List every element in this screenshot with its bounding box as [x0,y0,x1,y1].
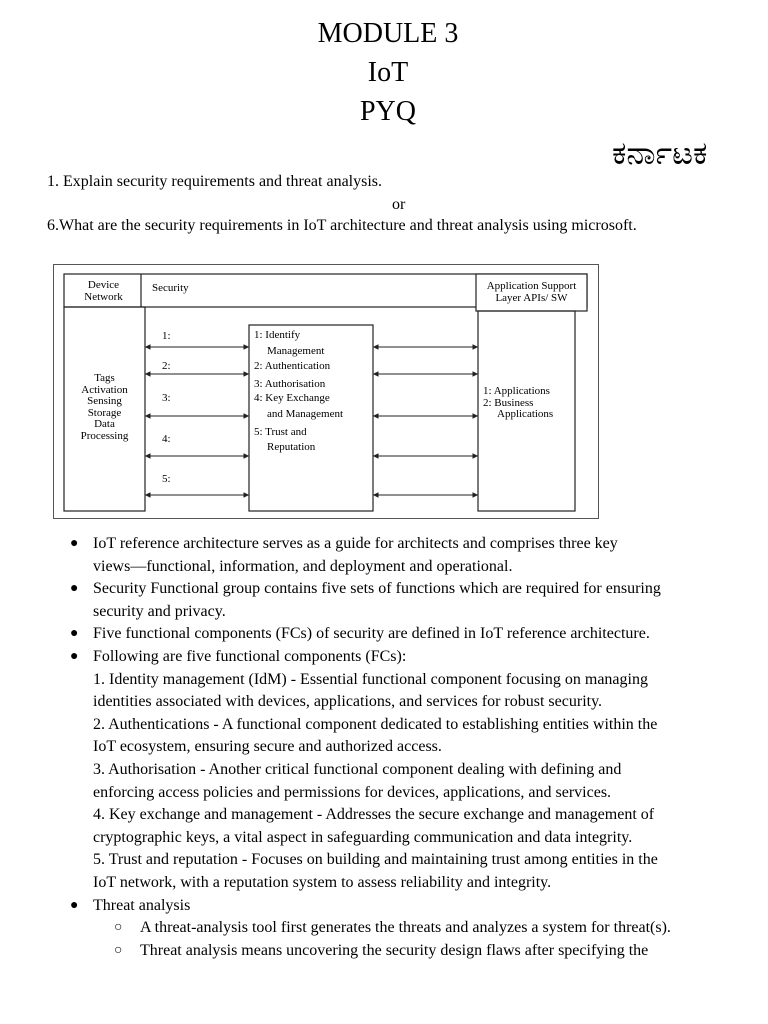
arrowhead-icon [244,493,248,497]
body-line: 1. Identity management (IdM) - Essential functional component focusing on managing [93,670,648,688]
arrow-label-1: 1: [162,330,171,342]
bullet-icon: ● [70,626,79,642]
arrow-label-5: 5: [162,473,171,485]
arrowhead-icon [473,493,477,497]
karnataka-logo-text: ಕರ್ನಾಟಕ [612,134,708,172]
pyq-title: PYQ [359,96,416,127]
arrowhead-icon [374,345,378,349]
body-line: 3. Authorisation - Another critical functional component dealing with defining and [93,761,622,778]
body-line: views—functional, information, and deployment and operational. [93,557,513,575]
arrowhead-icon [244,414,248,418]
arrowhead-icon [146,345,150,349]
question-6: 6.What are the security requirements in IoT architecture and threat analysis using microsoft. [47,217,637,234]
bullet-icon: ● [70,897,79,913]
body-line: Threat analysis means uncovering the security design flaws after specifying the [140,941,649,959]
bullet-icon: ● [70,536,79,551]
device-network-header: Device Network [84,279,123,303]
body-line: 4. Key exchange and management - Addresses the secure exchange and management of [93,806,655,824]
arrow-label-2: 2: [162,360,171,372]
bullet-icon: ● [70,649,79,664]
security-header: Security [152,282,189,294]
arrowhead-icon [244,454,248,458]
arrowhead-icon [374,372,378,376]
arrowhead-icon [374,493,378,497]
app-support-header: Application Support Layer APIs/ SW [486,280,577,304]
body-line: A threat-analysis tool first generates the threats and analyzes a system for threat(s). [140,919,671,937]
arrowhead-icon [473,414,477,418]
arrowhead-icon [146,414,150,418]
arrowhead-icon [146,372,150,376]
body-line: Threat analysis [93,896,191,914]
arrowhead-icon [146,454,150,458]
body-line: IoT reference architecture serves as a guide for architects and comprises three key [93,535,618,552]
device-functions: Tags Activation Sensing Storage Data Processing [80,372,129,442]
bullet-icon: ● [70,581,79,597]
arrowhead-icon [473,345,477,349]
body-line: cryptographic keys, a vital aspect in safeguarding communication and data integrity. [93,828,633,846]
body-line: enforcing access policies and permissions for devices, applications, and services. [93,783,612,801]
body-line: IoT network, with a reputation system to assess reliability and integrity. [93,874,552,891]
body-line: Following are five functional components (FCs): [93,648,407,665]
arrowhead-icon [244,345,248,349]
arrowhead-icon [374,414,378,418]
sub-bullet-icon: ○ [114,920,123,936]
body-line: 2. Authentications - A functional component dedicated to establishing entities within the [93,715,658,733]
body-line: Security Functional group contains five sets of functions which are required for ensuring [93,580,661,598]
module-title: MODULE 3 [317,18,459,49]
arrowhead-icon [244,372,248,376]
body-line: identities associated with devices, applications, and services for robust security. [93,693,603,711]
arrow-label-4: 4: [162,433,171,445]
arrowhead-icon [473,454,477,458]
applications-list: 1: Applications 2: Business Applications [483,385,554,420]
body-line: IoT ecosystem, ensuring secure and authorized access. [93,738,442,756]
fc-list: 1: Identify Management 2: Authentication 3: Authorisation 4: Key Exchange and Management 5: Trust and Reputation [254,329,344,453]
arrowhead-icon [473,372,477,376]
body-line: 5. Trust and reputation - Focuses on building and maintaining trust among entities in the [93,851,658,869]
body-line: Five functional components (FCs) of security are defined in IoT reference architecture. [93,625,650,643]
arrow-label-3: 3: [162,392,171,404]
subject-title: IoT [367,57,409,88]
body-line: security and privacy. [93,602,226,620]
arrowhead-icon [374,454,378,458]
sub-bullet-icon: ○ [114,942,123,958]
or-text: or [392,196,406,213]
arrowhead-icon [146,493,150,497]
question-1: 1. Explain security requirements and threat analysis. [47,173,383,190]
